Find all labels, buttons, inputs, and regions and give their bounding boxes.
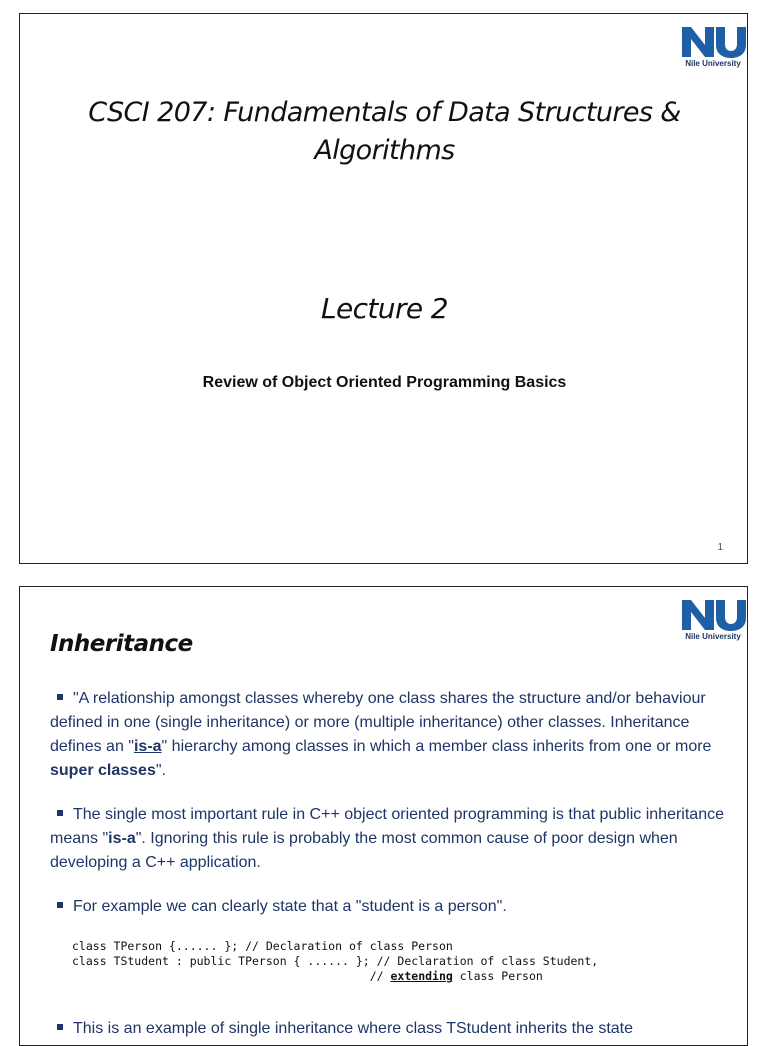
bullet-single-inheritance: This is an example of single inheritance where class TStudent inherits the state xyxy=(50,1017,730,1041)
bullet-example: For example we can clearly state that a "student is a person". xyxy=(50,895,730,919)
logo-label: Nile University xyxy=(685,632,741,641)
bullet-rule: The single most important rule in C++ object oriented programming is that public inheritance means "is-a". Ignoring this rule is probably the most common cause of poor design when developing a C++ application. xyxy=(50,806,724,871)
course-title-line2: Algorithms xyxy=(314,135,455,166)
code-sample xyxy=(72,939,742,984)
lecture-number: Lecture 2 xyxy=(321,292,448,325)
course-title xyxy=(20,94,749,170)
university-logo xyxy=(677,19,747,71)
page-number: 1 xyxy=(717,542,723,553)
slide-title: Inheritance xyxy=(50,631,193,657)
bullet-square-icon xyxy=(57,694,63,700)
logo-label: Nile University xyxy=(685,59,741,68)
code-line: class TPerson {...... }; // Declaration of class Person xyxy=(72,939,453,953)
nu-logo-icon xyxy=(680,23,746,59)
university-logo xyxy=(677,592,747,644)
nu-logo-icon xyxy=(680,596,746,632)
bullet-square-icon xyxy=(57,902,63,908)
bullet-square-icon xyxy=(57,1024,63,1030)
bullet-definition: "A relationship amongst classes whereby one class shares the structure and/or behaviour defined in one (single inheritance) or more (multiple inheritance) other classes. Inheritance defines an "is-a" hierarchy among classes in which a member class inherits from one or more super classes". xyxy=(50,690,712,779)
code-line: // extending class Person xyxy=(72,969,543,983)
slide-2 xyxy=(19,586,748,1046)
course-title-line1: CSCI 207: Fundamentals of Data Structures & xyxy=(88,97,681,128)
code-line: class TStudent : public TPerson { ...... }; // Declaration of class Student, xyxy=(72,954,599,968)
lecture-subtitle: Review of Object Oriented Programming Basics xyxy=(202,374,567,391)
slide-1 xyxy=(19,13,748,564)
bullet-square-icon xyxy=(57,810,63,816)
